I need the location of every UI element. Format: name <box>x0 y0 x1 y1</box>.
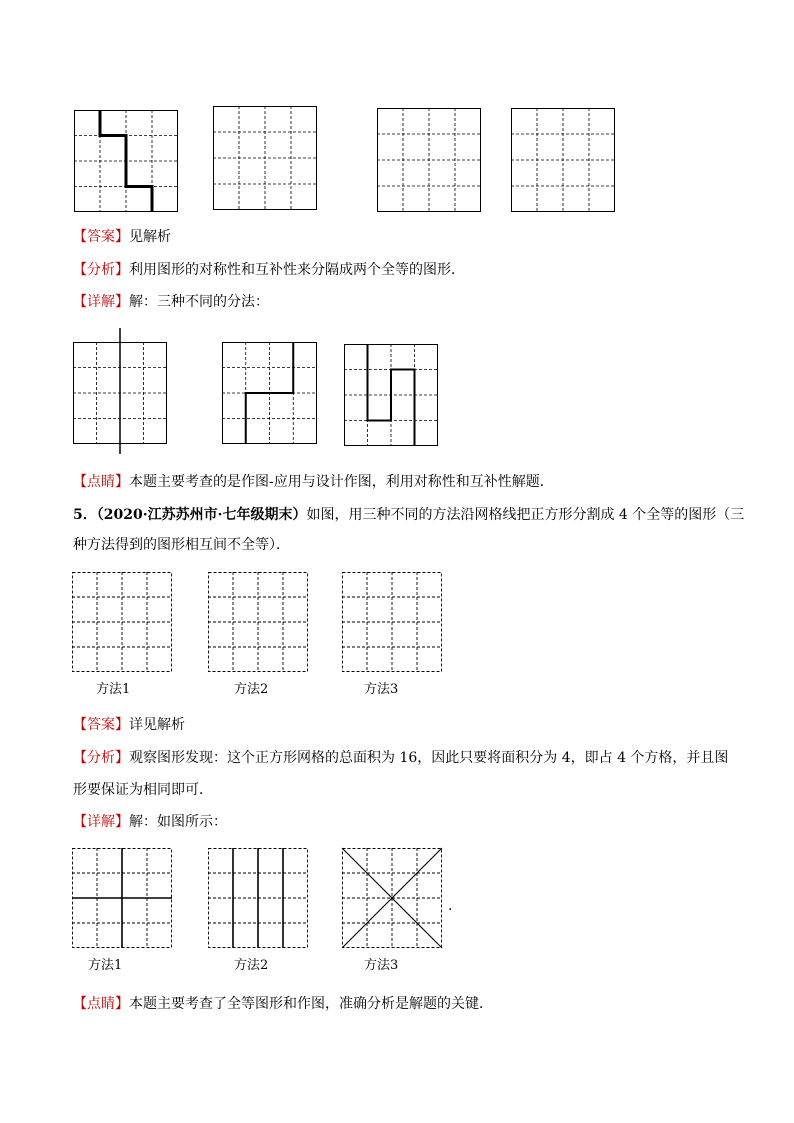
answer-text: 见解析 <box>129 229 171 245</box>
analysis-text2: 形要保证为相同即可． <box>73 782 213 798</box>
comment-text: 本题主要考查的是作图-应用与设计作图，利用对称性和互补性解题． <box>129 474 554 490</box>
q5-stem-line1 <box>73 505 744 525</box>
analysis-text1: 观察图形发现：这个正方形网格的总面积为 16，因此只要将面积分为 4，即占 4 个方格，并且图 <box>129 750 729 766</box>
q5-stem-text2: 种方法得到的图形相互间不全等）． <box>73 537 290 553</box>
detail-tag: 【详解】 <box>73 294 129 310</box>
q5-sol1-cuts <box>72 848 172 948</box>
analysis-text: 利用图形的对称性和互补性来分隔成两个全等的图形． <box>129 262 465 278</box>
q5-solution-grid-1 <box>72 848 172 948</box>
q5-number: 5． <box>73 507 97 523</box>
q5-analysis-line2 <box>73 780 213 800</box>
analysis-tag: 【分析】 <box>73 750 129 766</box>
q5-solution-grid-3 <box>342 848 442 948</box>
q5-grid-2 <box>208 572 308 672</box>
q5-source: （2020·江苏苏州市·七年级期末） <box>96 507 307 523</box>
q4-grid-4 <box>511 108 615 212</box>
detail-tag: 【详解】 <box>73 814 129 830</box>
q5-solution-label-3: 方法3 <box>364 958 399 973</box>
detail-text: 解：三种不同的分法： <box>129 294 269 310</box>
q5-answer <box>73 715 185 735</box>
comment-text: 本题主要考查了全等图形和作图，准确分析是解题的关键． <box>129 996 493 1012</box>
trailing-period: . <box>448 898 453 914</box>
q4-solution-grid-3 <box>344 344 438 446</box>
comment-tag: 【点睛】 <box>73 474 129 490</box>
q4-answer <box>73 227 171 247</box>
q4-analysis <box>73 260 465 280</box>
q5-method-label-1: 方法1 <box>96 682 131 697</box>
answer-tag: 【答案】 <box>73 717 129 733</box>
q5-stem-text1: 如图，用三种不同的方法沿网格线把正方形分割成 4 个全等的图形（三 <box>306 507 745 523</box>
q4-solution-grid-2 <box>222 342 317 444</box>
q4-grid-3 <box>377 108 481 212</box>
q5-solution-grid-2 <box>208 848 308 948</box>
q5-grid-3 <box>342 572 442 672</box>
q4-grid-2 <box>213 106 317 210</box>
q5-solution-label-1: 方法1 <box>88 958 123 973</box>
q5-method-label-3: 方法3 <box>364 682 399 697</box>
q5-method-label-2: 方法2 <box>234 682 269 697</box>
answer-tag: 【答案】 <box>73 229 129 245</box>
q4-solution-grid-1 <box>73 342 167 444</box>
q5-solution-label-2: 方法2 <box>234 958 269 973</box>
q5-detail <box>73 812 227 832</box>
analysis-tag: 【分析】 <box>73 262 129 278</box>
detail-text: 解：如图所示： <box>129 814 227 830</box>
q4-detail <box>73 292 269 312</box>
q5-stem-line2 <box>73 535 290 555</box>
answer-text: 详见解析 <box>129 717 185 733</box>
comment-tag: 【点睛】 <box>73 996 129 1012</box>
q5-grid-1 <box>72 572 172 672</box>
q5-comment <box>73 994 493 1014</box>
q4-comment <box>73 472 554 492</box>
q4-grid-1 <box>74 110 178 212</box>
q5-analysis-line1 <box>73 748 728 768</box>
